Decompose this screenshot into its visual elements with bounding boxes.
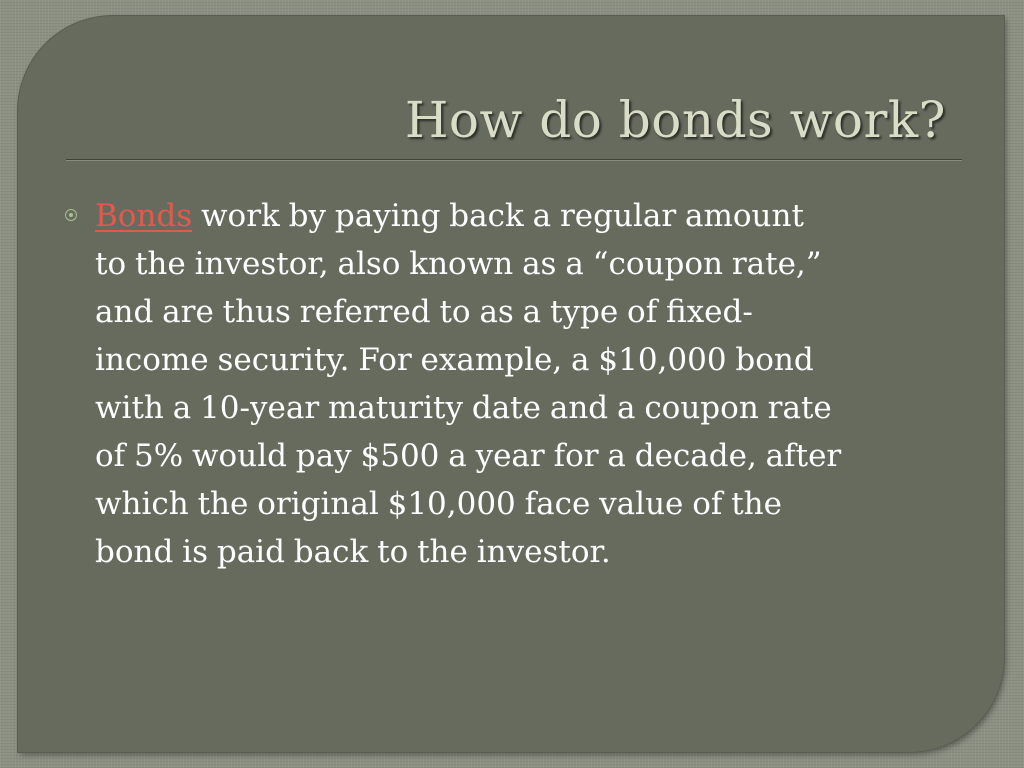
body-line-8: bond is paid back to the investor. — [95, 534, 611, 570]
body-line-2: to the investor, also known as a “coupon rate,” — [95, 246, 822, 282]
slide-panel — [18, 16, 1004, 752]
bullet-paragraph — [95, 192, 975, 576]
body-line-1-text: work by paying back a regular amount — [192, 198, 804, 234]
body-line-1 — [95, 192, 975, 240]
bonds-link[interactable]: Bonds — [95, 198, 193, 234]
slide-title: How do bonds work? — [404, 91, 946, 149]
body-line-5: with a 10-year maturity date and a coupon rate — [95, 390, 832, 426]
title-divider — [66, 159, 962, 160]
body-line-7: which the original $10,000 face value of the — [95, 486, 782, 522]
body-line-6: of 5% would pay $500 a year for a decade, after — [95, 438, 842, 474]
body-line-3: and are thus referred to as a type of fixed- — [95, 294, 753, 330]
body-line-4: income security. For example, a $10,000 bond — [95, 342, 814, 378]
circle-bullet-icon — [65, 209, 77, 221]
